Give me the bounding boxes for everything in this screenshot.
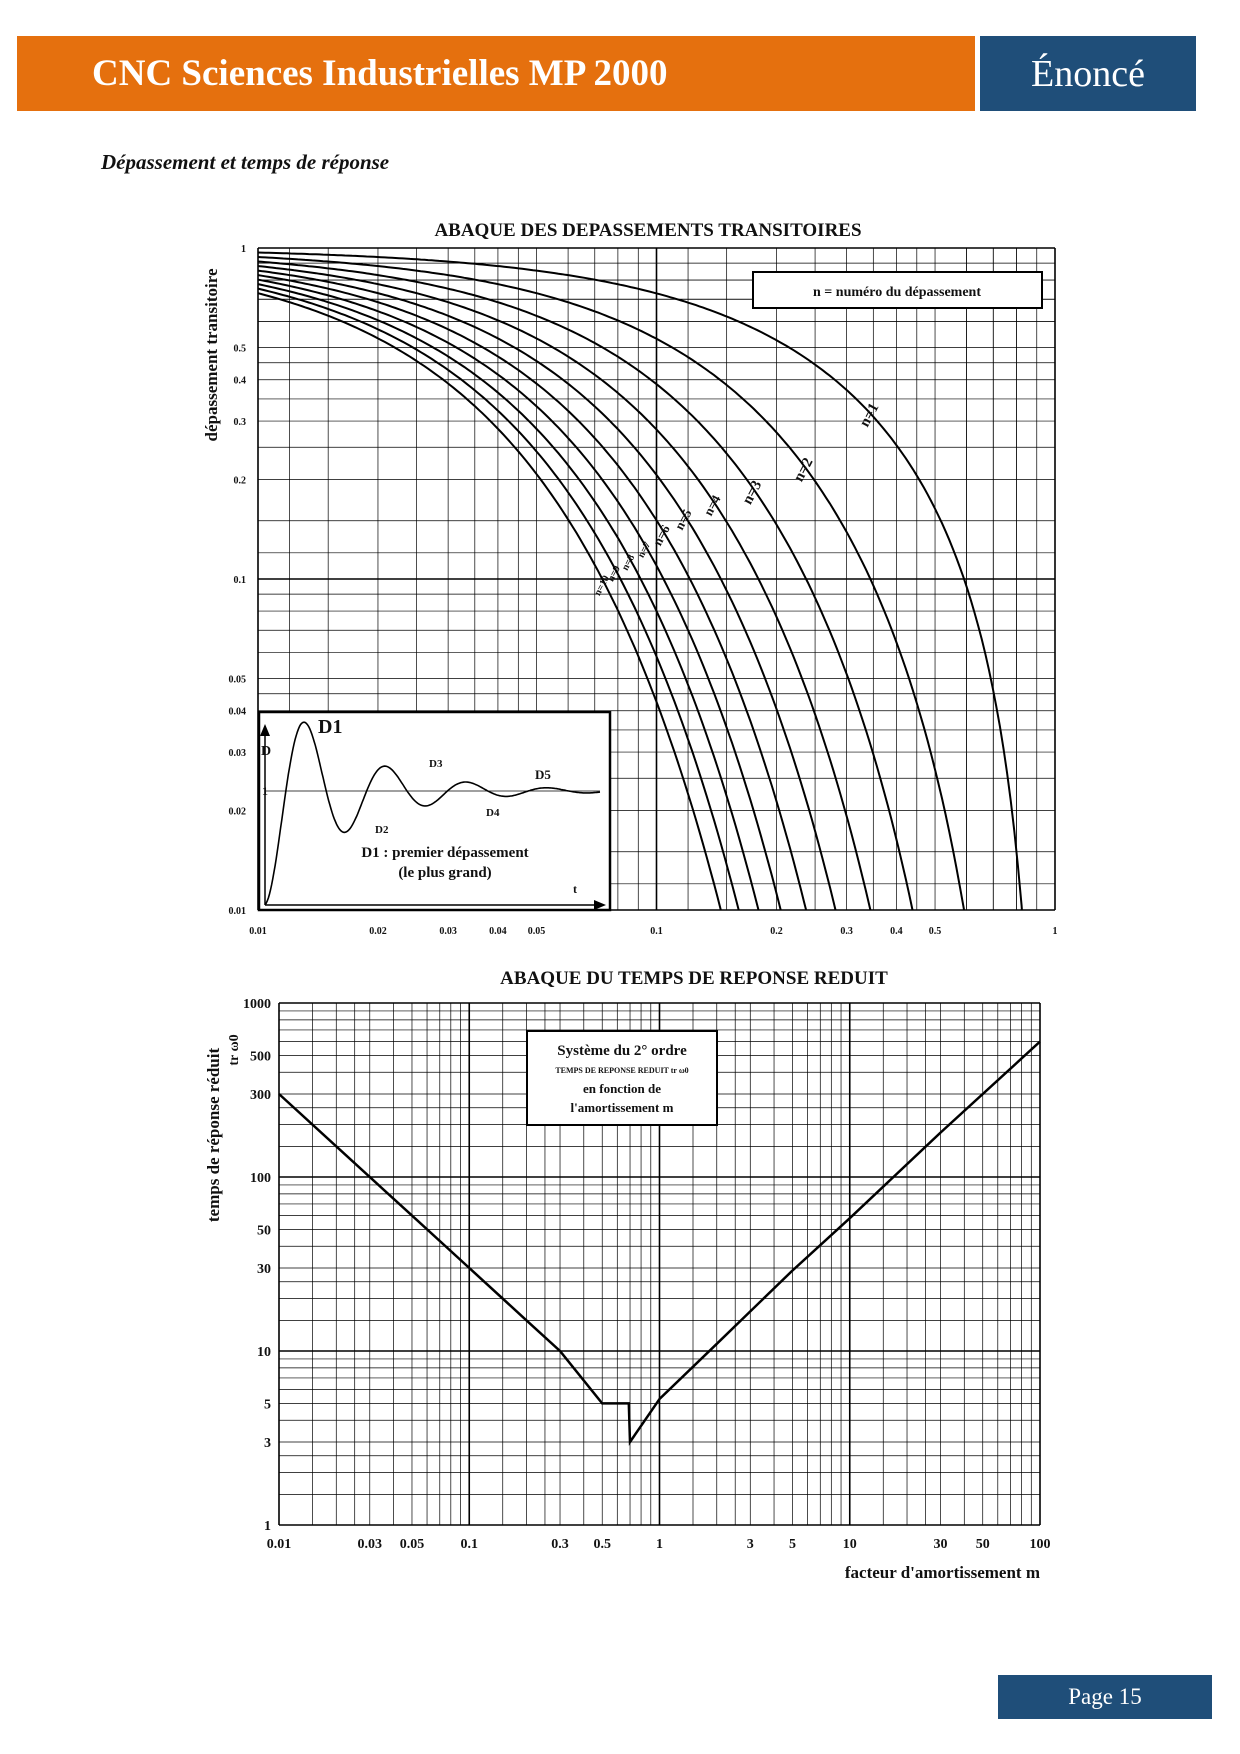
label-n=10: n=10	[592, 573, 613, 598]
chart2-y-tick-label: 1000	[243, 997, 271, 1012]
page-number-bar	[998, 1675, 1212, 1719]
chart1-x-tick-label: 0.01	[249, 926, 267, 937]
chart2-x-tick-label: 0.01	[266, 1537, 292, 1552]
chart1-y-tick-label: 0.5	[233, 343, 246, 355]
chart2-y-tick-label: 300	[250, 1087, 271, 1103]
inset-caption-2: (le plus grand)	[398, 865, 492, 881]
inset-label-d2: D2	[375, 824, 389, 836]
chart1-ylabel: dépassement transitoire	[202, 268, 221, 442]
inset-label-t: t	[573, 882, 577, 896]
section-subtitle: Dépassement et temps de réponse	[101, 150, 390, 174]
box-line-1: Système du 2° ordre	[557, 1043, 687, 1059]
chart2-x-tick-label: 3	[746, 1537, 754, 1552]
box-line-2: TEMPS DE REPONSE REDUIT tr ω0	[555, 1066, 689, 1075]
box-line-4: l'amortissement m	[570, 1100, 674, 1115]
chart2-x-tick-label: 30	[933, 1537, 948, 1552]
box-line-3: en fonction de	[583, 1081, 661, 1096]
label-n=9: n=9	[605, 564, 623, 584]
inset-label-d3: D3	[429, 758, 443, 770]
chart1-x-tick-label: 0.4	[890, 926, 903, 937]
chart2-xlabel: facteur d'amortissement m	[844, 1563, 1040, 1582]
chart1-y-tick-label: 0.3	[233, 417, 246, 429]
label-n=3: n=3	[739, 478, 766, 508]
chart2-y-tick-label: 10	[257, 1345, 271, 1360]
inset-label-one: 1	[262, 784, 268, 798]
chart2-x-tick-label: 10	[842, 1537, 857, 1552]
chart1-x-tick-label: 0.5	[928, 926, 942, 937]
chart2-x-tick-label: 0.3	[551, 1537, 569, 1552]
chart1-y-tick-label: 0.04	[228, 706, 246, 718]
chart2-x-tick-label: 0.5	[593, 1537, 611, 1552]
chart1-y-tick-label: 1	[241, 244, 246, 255]
chart2-y-tick-label: 3	[264, 1435, 271, 1451]
chart1-x-tick-label: 0.05	[527, 926, 546, 937]
chart2-x-tick-label: 0.05	[399, 1537, 425, 1552]
label-n=8: n=8	[619, 553, 638, 573]
inset-caption-1: D1 : premier dépassement	[361, 845, 529, 861]
chart1-y-tick-label: 0.01	[228, 906, 246, 917]
chart1-legend-text: n = numéro du dépassement	[813, 285, 981, 300]
label-n=1: n=1	[856, 400, 883, 430]
document-tag: Énoncé	[1031, 52, 1145, 95]
chart2-x-tick-label: 100	[1029, 1537, 1051, 1552]
label-n=5: n=5	[671, 506, 695, 533]
chart1-y-tick-label: 0.2	[233, 475, 246, 487]
chart2-y-tick-label: 500	[250, 1049, 271, 1065]
inset-label-d1: D1	[318, 716, 343, 738]
chart1-x-tick-label: 0.2	[770, 926, 783, 937]
chart2-y-tick-label: 1	[264, 1519, 271, 1534]
chart1-x-tick-label: 0.04	[489, 926, 507, 937]
chart2-y-tick-label: 30	[257, 1261, 271, 1277]
chart1-y-tick-label: 0.03	[228, 748, 246, 760]
chart2-y-tick-label: 50	[257, 1223, 271, 1239]
label-n=6: n=6	[649, 522, 673, 549]
chart1-x-tick-label: 0.02	[369, 926, 387, 937]
chart1-x-tick-label: 1	[1052, 926, 1058, 937]
inset-label-d: D	[261, 744, 272, 759]
chart2-x-tick-label: 50	[975, 1537, 990, 1552]
inset-label-d5: D5	[535, 767, 551, 782]
chart2-x-tick-label: 0.03	[357, 1537, 383, 1552]
chart1-x-tick-label: 0.03	[439, 926, 457, 937]
chart1-title: ABAQUE DES DEPASSEMENTS TRANSITOIRES	[434, 220, 862, 241]
chart1-x-tick-label: 0.3	[840, 926, 853, 937]
label-n=7: n=7	[635, 540, 654, 560]
chart2-x-tick-label: 5	[788, 1537, 796, 1552]
inset-label-d4: D4	[486, 807, 500, 819]
chart1-y-tick-label: 0.4	[233, 375, 246, 387]
chart1-x-tick-label: 0.1	[650, 926, 663, 937]
chart2-ylabel: temps de réponse réduit	[204, 1047, 223, 1223]
page-number: Page 15	[1068, 1684, 1142, 1709]
chart2-title: ABAQUE DU TEMPS DE REPONSE REDUIT	[500, 968, 888, 989]
chart2-x-tick-label: 1	[656, 1537, 663, 1552]
chart2-y-tick-label: 100	[250, 1171, 271, 1186]
chart1-y-tick-label: 0.05	[228, 674, 246, 686]
chart2-y-tick-label: 5	[264, 1397, 271, 1413]
chart2-ylabel-symbol: tr ω0	[227, 1034, 242, 1066]
document-title: CNC Sciences Industrielles MP 2000	[92, 53, 668, 94]
label-n=2: n=2	[790, 455, 817, 485]
chart1-y-tick-label: 0.1	[233, 575, 246, 586]
label-n=4: n=4	[700, 492, 724, 519]
chart2-x-tick-label: 0.1	[460, 1537, 478, 1552]
chart1-y-tick-label: 0.02	[228, 806, 246, 818]
chart2-info-box	[527, 1031, 717, 1125]
